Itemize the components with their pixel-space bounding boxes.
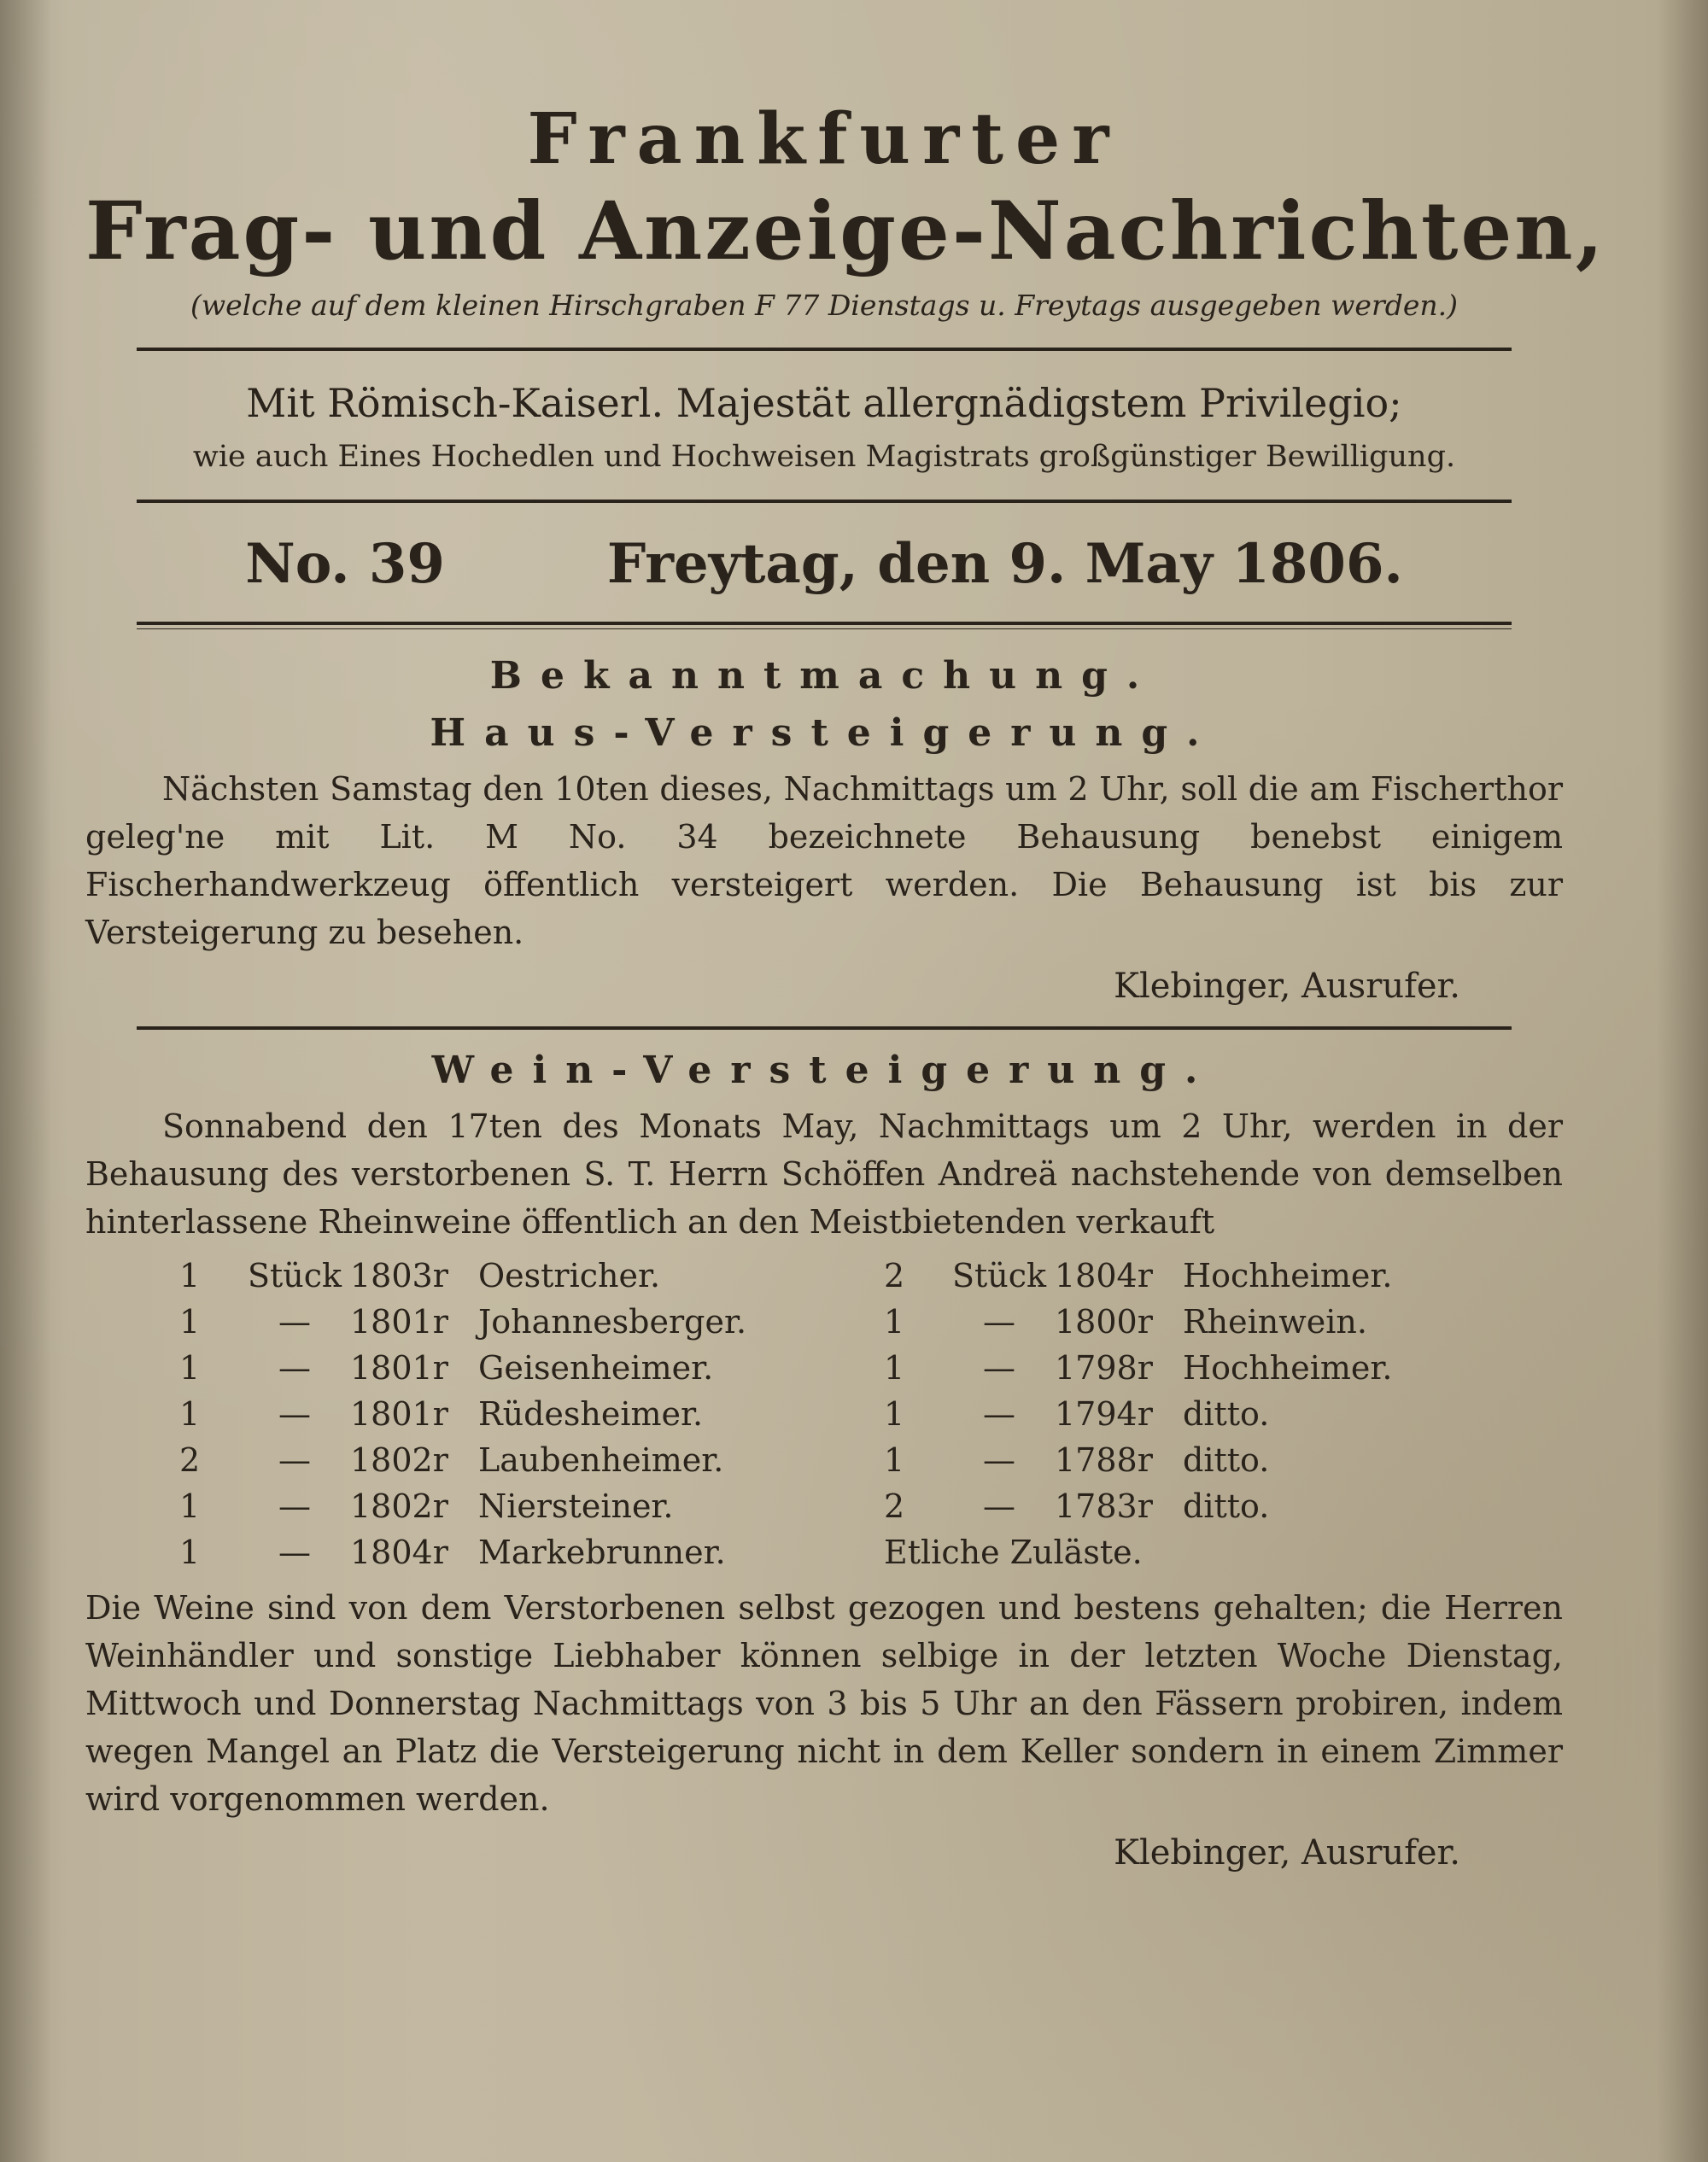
wine-name: Geisenheimer. [478, 1348, 714, 1387]
wine-auction-signature: Klebinger, Ausrufer. [1114, 1832, 1460, 1873]
list-item [179, 1345, 858, 1391]
wine-qty: 1 [884, 1302, 905, 1341]
wine-list [179, 1253, 1563, 1575]
list-item [884, 1483, 1563, 1529]
masthead [85, 98, 1606, 322]
wine-unit: — [278, 1348, 311, 1387]
wine-year: 1788r [1055, 1440, 1153, 1479]
house-auction-signature: Klebinger, Ausrufer. [1114, 966, 1460, 1006]
wine-unit: Stück [247, 1256, 342, 1294]
wine-unit: — [278, 1440, 311, 1479]
wine-unit: — [983, 1487, 1015, 1525]
page-edge-shadow-right [1657, 0, 1708, 2162]
wine-qty: 2 [884, 1487, 905, 1525]
wine-name: Niersteiner. [478, 1487, 674, 1525]
wine-year: 1801r [350, 1348, 448, 1387]
wine-year: 1802r [350, 1440, 448, 1479]
wine-qty: 1 [884, 1394, 905, 1433]
wine-qty: 2 [179, 1440, 201, 1479]
wine-auction [85, 1049, 1563, 1873]
rule-divider [137, 348, 1512, 351]
house-auction-heading: Haus-Versteigerung. [430, 710, 1219, 755]
wine-name: Hochheimer. [1183, 1256, 1393, 1294]
wine-year: 1804r [350, 1533, 448, 1571]
wine-unit: — [278, 1394, 311, 1433]
wine-unit: — [278, 1533, 311, 1571]
wine-qty: 2 [884, 1256, 905, 1294]
wine-extra-note: Etliche Zuläste. [884, 1533, 1143, 1571]
house-auction [85, 654, 1563, 1006]
wine-auction-intro: Sonnabend den 17ten des Monats May, Nachmittags um 2 Uhr, werden in der Behausung des verstorbenen S. T. Herrn Schöffen Andreä nachstehende von demselben hinterlassene Rheinweine öffentlich an den Meistbietenden verkauft [85, 1107, 1563, 1241]
issue-date: Freytag, den 9. May 1806. [606, 531, 1403, 596]
wine-year: 1800r [1055, 1302, 1153, 1341]
list-item [179, 1391, 858, 1437]
list-item [179, 1529, 858, 1575]
wine-year: 1798r [1055, 1348, 1153, 1387]
list-item [179, 1299, 858, 1345]
wine-qty: 1 [179, 1302, 201, 1341]
wine-name: Laubenheimer. [478, 1440, 724, 1479]
rule-divider [137, 1026, 1512, 1030]
page-edge-shadow-left [0, 0, 51, 2162]
wine-auction-heading: Wein-Versteigerung. [431, 1048, 1217, 1092]
list-item [179, 1437, 858, 1483]
wine-name: ditto. [1183, 1440, 1270, 1479]
list-item [884, 1437, 1563, 1483]
wine-qty: 1 [179, 1348, 201, 1387]
wine-year: 1804r [1055, 1256, 1153, 1294]
wine-qty: 1 [884, 1440, 905, 1479]
wine-unit: — [983, 1440, 1015, 1479]
wine-name: Markebrunner. [478, 1533, 726, 1571]
wine-year: 1801r [350, 1302, 448, 1341]
wine-list-right [884, 1253, 1563, 1575]
wine-name: Johannesberger. [478, 1302, 747, 1341]
wine-name: ditto. [1183, 1394, 1270, 1433]
house-auction-text: Nächsten Samstag den 10ten dieses, Nachmittags um 2 Uhr, soll die am Fischerthor geleg'ne mit Lit. M No. 34 bezeichnete Behausung benebst einigem Fischerhandwerkzeug öffentlich versteigert werden. Die Behausung ist bis zur Versteigerung zu besehen. [85, 769, 1563, 951]
list-item [884, 1299, 1563, 1345]
masthead-subtitle: (welche auf dem kleinen Hirschgraben F 77 Dienstags u. Freytags ausgegeben werden.) [190, 288, 1458, 322]
privilege-line-2: wie auch Eines Hochedlen und Hochweisen Magistrats großgünstiger Bewilligung. [192, 439, 1456, 474]
announcement-heading: Bekanntmachung. [489, 653, 1159, 698]
wine-year: 1803r [350, 1256, 448, 1294]
wine-qty: 1 [179, 1256, 201, 1294]
wine-unit: — [983, 1348, 1015, 1387]
wine-auction-closing: Die Weine sind von dem Verstorbenen selbst gezogen und bestens gehalten; die Herren Weinhändler und sonstige Liebhaber können selbige in der letzten Woche Dienstag, Mittwoch und Donnerstag Nachmittags von 3 bis 5 Uhr an den Fässern probiren, indem wegen Mangel an Platz die Versteigerung nicht in dem Keller sondern in einem Zimmer wird vorgenommen werden. [85, 1588, 1563, 1818]
wine-qty: 1 [179, 1394, 201, 1433]
wine-list-left [179, 1253, 858, 1575]
list-item [884, 1529, 1563, 1575]
wine-qty: 1 [884, 1348, 905, 1387]
wine-unit: — [278, 1302, 311, 1341]
wine-name: Rheinwein. [1183, 1302, 1367, 1341]
privilege-line-1: Mit Römisch-Kaiserl. Majestät allergnädigstem Privilegio; [246, 379, 1402, 426]
wine-unit: — [983, 1394, 1015, 1433]
wine-year: 1783r [1055, 1487, 1153, 1525]
rule-divider [137, 500, 1512, 503]
wine-year: 1801r [350, 1394, 448, 1433]
wine-unit: — [278, 1487, 311, 1525]
masthead-city: Frankfurter [527, 98, 1121, 180]
list-item [884, 1391, 1563, 1437]
wine-year: 1802r [350, 1487, 448, 1525]
list-item [884, 1345, 1563, 1391]
wine-name: Rüdesheimer. [478, 1394, 704, 1433]
wine-qty: 1 [179, 1533, 201, 1571]
rule-divider-double [137, 622, 1512, 625]
wine-name: ditto. [1183, 1487, 1270, 1525]
wine-unit: Stück [951, 1256, 1047, 1294]
wine-unit: — [983, 1302, 1015, 1341]
list-item [884, 1253, 1563, 1299]
wine-name: Oestricher. [478, 1256, 661, 1294]
list-item [179, 1483, 858, 1529]
list-item [179, 1253, 858, 1299]
issue-line [85, 532, 1563, 596]
wine-name: Hochheimer. [1183, 1348, 1393, 1387]
issue-number: No. 39 [245, 531, 445, 596]
masthead-title: Frag- und Anzeige-Nachrichten, [85, 184, 1606, 279]
wine-year: 1794r [1055, 1394, 1153, 1433]
wine-qty: 1 [179, 1487, 201, 1525]
